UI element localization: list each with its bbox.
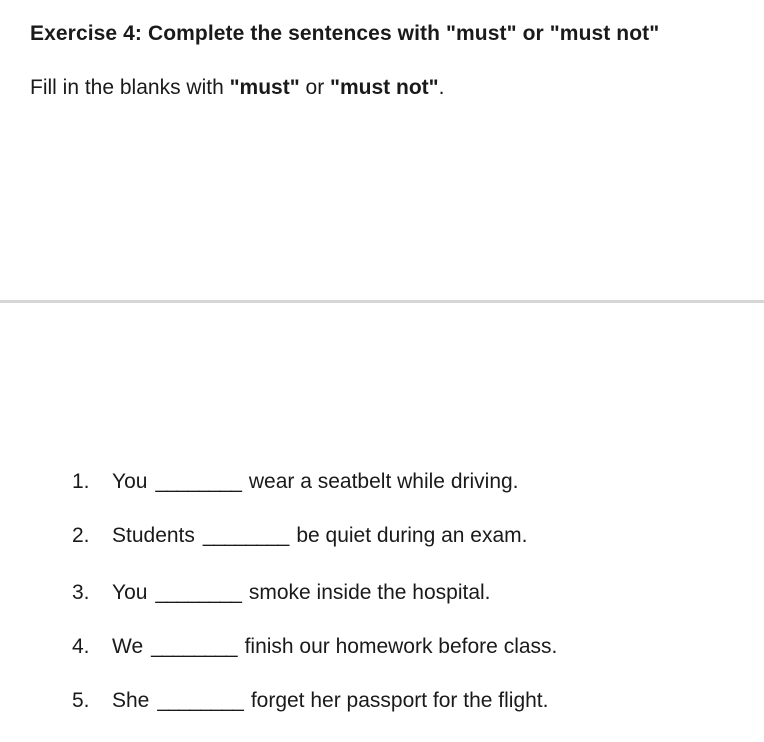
- instructions: [30, 76, 444, 100]
- answer-blank[interactable]: ________: [202, 524, 289, 547]
- instructions-suffix: .: [438, 76, 445, 99]
- exercise-item: [72, 689, 548, 713]
- item-subject: Students: [112, 524, 195, 547]
- item-number: 1.: [72, 470, 90, 493]
- answer-blank[interactable]: ________: [155, 470, 241, 493]
- item-rest: smoke inside the hospital.: [248, 581, 491, 604]
- item-rest: wear a seatbelt while driving.: [248, 470, 519, 493]
- exercise-item: [72, 524, 528, 548]
- item-subject: You: [112, 581, 148, 604]
- item-subject: She: [112, 689, 150, 712]
- instructions-connector: or: [299, 76, 331, 99]
- instructions-prefix: Fill in the blanks with: [30, 76, 230, 99]
- item-number: 4.: [72, 635, 90, 658]
- exercise-item: [72, 581, 491, 605]
- exercise-item: [72, 470, 519, 494]
- item-number: 3.: [72, 581, 90, 604]
- exercise-title: Exercise 4: Complete the sentences with "must" or "must not": [30, 22, 660, 45]
- answer-blank[interactable]: ________: [151, 635, 237, 658]
- item-rest: finish our homework before class.: [244, 635, 558, 658]
- item-subject: We: [112, 635, 144, 658]
- answer-blank[interactable]: ________: [155, 581, 241, 604]
- item-subject: You: [112, 470, 148, 493]
- section-divider: [0, 300, 764, 303]
- item-rest: be quiet during an exam.: [296, 524, 528, 547]
- exercise-item: [72, 635, 557, 659]
- answer-blank[interactable]: ________: [157, 689, 243, 712]
- option-must-not: "must not": [330, 76, 439, 99]
- item-number: 2.: [72, 524, 90, 547]
- item-number: 5.: [72, 689, 90, 712]
- option-must: "must": [229, 76, 300, 99]
- item-rest: forget her passport for the flight.: [250, 689, 549, 712]
